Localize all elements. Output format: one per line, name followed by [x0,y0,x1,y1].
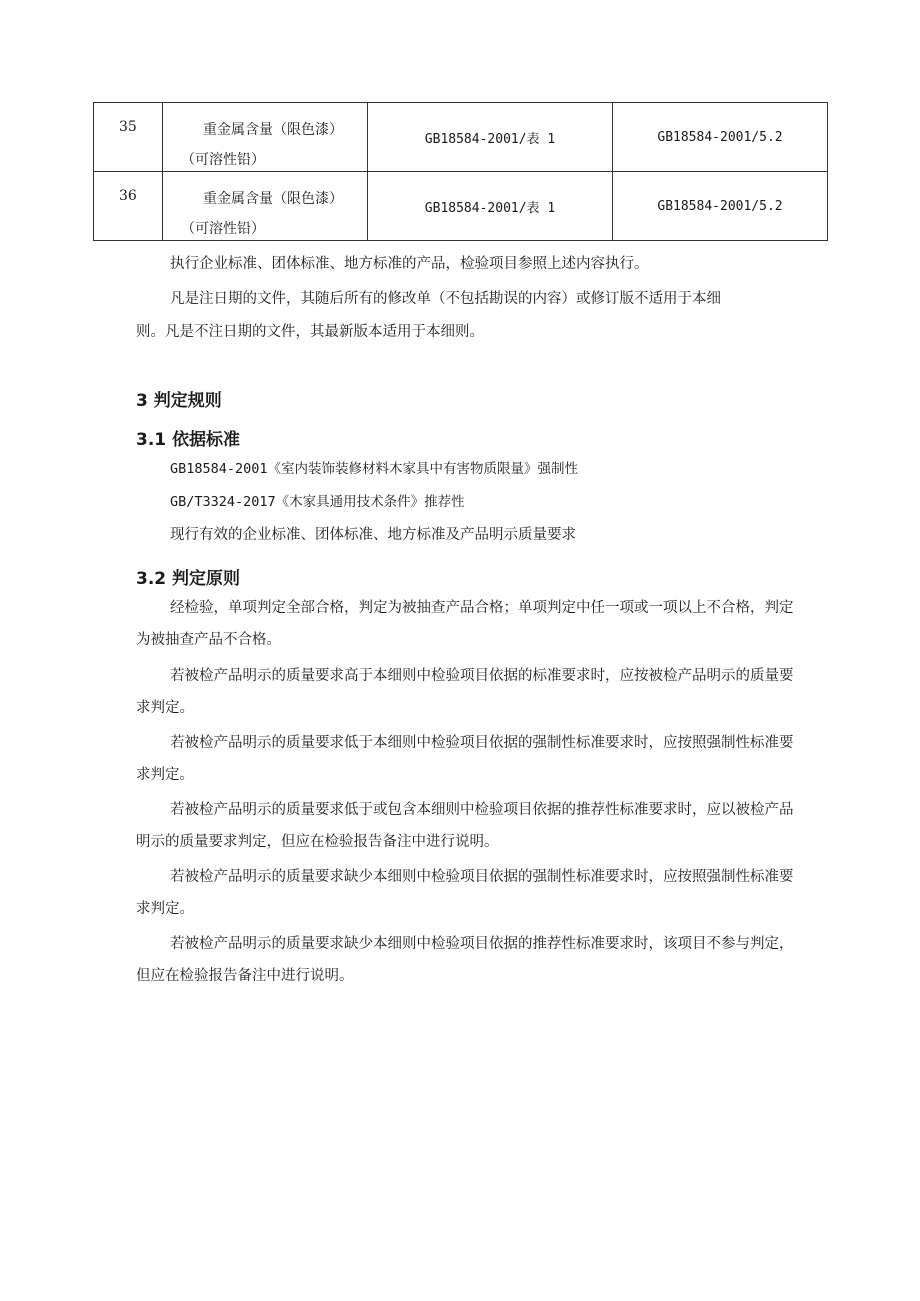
item-method-cell: GB18584-2001/5.2 [613,103,828,172]
item-number: 36 [119,188,137,204]
inspection-items-table [93,102,828,241]
principle-4-line2: 明示的质量要求判定，但应在检验报告备注中进行说明。 [136,834,499,850]
item-name-cell [163,172,368,241]
item-number-cell [94,172,163,241]
basis-standard-3: 现行有效的企业标准、团体标准、地方标准及产品明示质量要求 [170,527,576,543]
note-paragraph-2-line1: 凡是注日期的文件，其随后所有的修改单（不包括勘误的内容）或修订版不适用于本细 [170,291,721,307]
principle-2-line1: 若被检产品明示的质量要求高于本细则中检验项目依据的标准要求时，应按被检产品明示的质量要 [170,668,794,684]
item-method-cell: GB18584-2001/5.2 [613,172,828,241]
table-row [94,103,828,172]
principle-1-line2: 为被抽查产品不合格。 [136,632,281,648]
item-name-line1: 重金属含量（限色漆） [203,122,343,138]
section-3-title: 3 判定规则 [136,391,222,411]
principle-5-line2: 求判定。 [136,901,194,917]
principle-3-line1: 若被检产品明示的质量要求低于本细则中检验项目依据的强制性标准要求时，应按照强制性标准要 [170,735,794,751]
section-3-1-title: 3.1 依据标准 [136,430,241,450]
table-row [94,172,828,241]
item-number: 35 [119,119,137,135]
item-number-cell [94,103,163,172]
note-paragraph-1: 执行企业标准、团体标准、地方标准的产品，检验项目参照上述内容执行。 [170,256,649,272]
principle-2-line2: 求判定。 [136,700,194,716]
item-name-cell [163,103,368,172]
item-name-line2: （可溶性铅） [181,152,265,168]
basis-standard-1: GB18584-2001《室内装饰装修材料木家具中有害物质限量》强制性 [170,461,579,477]
section-3-2-title: 3.2 判定原则 [136,569,241,589]
principle-5-line1: 若被检产品明示的质量要求缺少本细则中检验项目依据的强制性标准要求时，应按照强制性标准要 [170,869,794,885]
principle-3-line2: 求判定。 [136,767,194,783]
principle-6-line1: 若被检产品明示的质量要求缺少本细则中检验项目依据的推荐性标准要求时，该项目不参与判定， [170,936,794,952]
basis-standard-2: GB/T3324-2017《木家具通用技术条件》推荐性 [170,494,465,510]
item-name-line1: 重金属含量（限色漆） [203,191,343,207]
principle-6-line2: 但应在检验报告备注中进行说明。 [136,968,354,984]
item-standard-cell: GB18584-2001/表 1 [368,103,613,172]
item-standard-cell: GB18584-2001/表 1 [368,172,613,241]
item-name-line2: （可溶性铅） [181,221,265,237]
note-paragraph-2-line2: 则。凡是不注日期的文件，其最新版本适用于本细则。 [136,324,484,340]
principle-1-line1: 经检验，单项判定全部合格，判定为被抽查产品合格；单项判定中任一项或一项以上不合格，判定 [170,600,794,616]
principle-4-line1: 若被检产品明示的质量要求低于或包含本细则中检验项目依据的推荐性标准要求时，应以被检产品 [170,802,794,818]
